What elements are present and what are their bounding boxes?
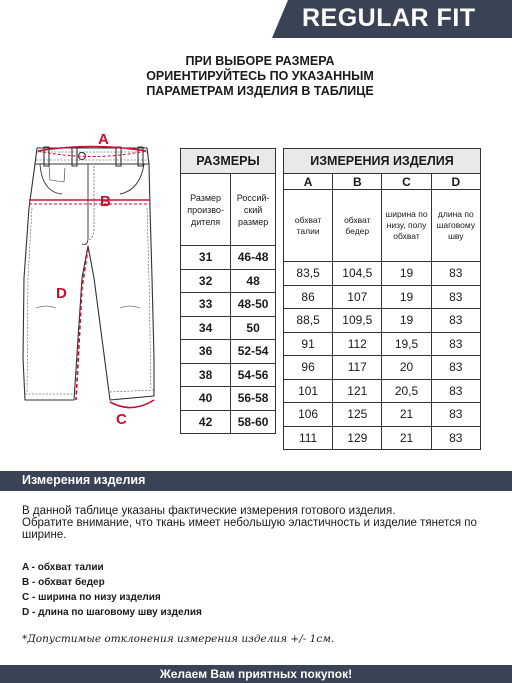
section-title: Измерения изделия: [22, 473, 146, 487]
fit-title: REGULAR FIT: [302, 4, 476, 32]
measurement-cell: 125: [333, 403, 382, 427]
col-letter-b: B: [333, 174, 382, 190]
measurement-cell: 20,5: [382, 379, 431, 403]
manufacturer-size-cell: 42: [181, 410, 231, 434]
size-table-title: РАЗМЕРЫ: [181, 149, 276, 174]
col-header-manufacturer: Размер произво- дителя: [181, 174, 231, 246]
measure-sub-header: длина по шаговому шву: [431, 190, 480, 262]
legend-item: C - ширина по низу изделия: [22, 592, 161, 603]
russian-size-cell: 46-48: [231, 246, 276, 270]
measure-sub-header: обхват бедер: [333, 190, 382, 262]
measurement-cell: 86: [284, 285, 333, 309]
manufacturer-size-cell: 33: [181, 293, 231, 317]
tolerance-note: *Допустимые отклонения измерения изделия +/- 1см.: [22, 633, 335, 645]
table-row: [284, 309, 481, 333]
table-row: [181, 410, 276, 434]
fit-banner: [272, 0, 512, 38]
intro-line: ОРИЕНТИРУЙТЕСЬ ПО УКАЗАННЫМ: [146, 69, 374, 83]
footer-bar: [0, 665, 512, 683]
measurement-cell: 88,5: [284, 309, 333, 333]
manufacturer-size-cell: 40: [181, 387, 231, 411]
table-row: [284, 379, 481, 403]
measurement-cell: 19,5: [382, 332, 431, 356]
intro-line: ПАРАМЕТРАМ ИЗДЕЛИЯ В ТАБЛИЦЕ: [146, 84, 374, 98]
russian-size-cell: 50: [231, 316, 276, 340]
table-row: [181, 387, 276, 411]
measurement-cell: 83: [431, 426, 480, 450]
russian-size-cell: 48-50: [231, 293, 276, 317]
description-line: В данной таблице указаны фактические измерения готового изделия.: [22, 505, 396, 517]
table-row: [284, 262, 481, 286]
russian-size-cell: 48: [231, 269, 276, 293]
col-letter-d: D: [431, 174, 480, 190]
measurement-cell: 83: [431, 285, 480, 309]
intro-line: ПРИ ВЫБОРЕ РАЗМЕРА: [185, 54, 335, 68]
measurement-cell: 111: [284, 426, 333, 450]
measurement-cell: 117: [333, 356, 382, 380]
measurement-cell: 83: [431, 356, 480, 380]
measurement-cell: 106: [284, 403, 333, 427]
table-row: [181, 363, 276, 387]
intro-text: [60, 54, 460, 99]
label-b: B: [100, 193, 111, 210]
label-c: C: [116, 411, 127, 428]
table-row: [284, 332, 481, 356]
legend-item: D - длина по шаговому шву изделия: [22, 607, 202, 618]
measurement-cell: 121: [333, 379, 382, 403]
col-header-russian: Россий- ский размер: [231, 174, 276, 246]
manufacturer-size-cell: 38: [181, 363, 231, 387]
col-letter-c: C: [382, 174, 431, 190]
measurement-cell: 83,5: [284, 262, 333, 286]
measurement-cell: 19: [382, 285, 431, 309]
measurement-cell: 129: [333, 426, 382, 450]
table-row: [284, 403, 481, 427]
label-a: A: [98, 131, 109, 148]
russian-size-cell: 56-58: [231, 387, 276, 411]
label-d: D: [56, 285, 67, 302]
footer-text: Желаем Вам приятных покупок!: [159, 667, 353, 681]
table-row: [181, 340, 276, 364]
manufacturer-size-cell: 31: [181, 246, 231, 270]
measure-table-title: ИЗМЕРЕНИЯ ИЗДЕЛИЯ: [284, 149, 481, 174]
measure-sub-header: ширина по низу, полу обхват: [382, 190, 431, 262]
measurement-cell: 21: [382, 403, 431, 427]
measurement-cell: 112: [333, 332, 382, 356]
table-row: [181, 246, 276, 270]
measure-table: [283, 148, 481, 450]
banner-slant: [272, 0, 288, 38]
measurement-cell: 109,5: [333, 309, 382, 333]
manufacturer-size-cell: 36: [181, 340, 231, 364]
legend-item: A - обхват талии: [22, 562, 104, 573]
measurement-cell: 107: [333, 285, 382, 309]
manufacturer-size-cell: 32: [181, 269, 231, 293]
measurement-cell: 83: [431, 309, 480, 333]
table-row: [181, 316, 276, 340]
measurement-cell: 104,5: [333, 262, 382, 286]
russian-size-cell: 52-54: [231, 340, 276, 364]
russian-size-cell: 58-60: [231, 410, 276, 434]
measurement-cell: 19: [382, 262, 431, 286]
description-line: Обратите внимание, что ткань имеет небольшую эластичность и изделие тянется по ширине.: [22, 517, 477, 541]
measurement-legend: [22, 560, 202, 620]
table-row: [284, 285, 481, 309]
measurement-cell: 19: [382, 309, 431, 333]
section-header: [0, 471, 512, 491]
measurement-cell: 83: [431, 262, 480, 286]
size-table: [180, 148, 276, 434]
measurement-cell: 83: [431, 332, 480, 356]
table-row: [181, 293, 276, 317]
manufacturer-size-cell: 34: [181, 316, 231, 340]
russian-size-cell: 54-56: [231, 363, 276, 387]
legend-item: B - обхват бедер: [22, 577, 105, 588]
measurement-cell: 21: [382, 426, 431, 450]
description: [22, 505, 492, 541]
measurement-cell: 20: [382, 356, 431, 380]
measurement-cell: 101: [284, 379, 333, 403]
measurement-cell: 91: [284, 332, 333, 356]
col-letter-a: A: [284, 174, 333, 190]
measurement-cell: 96: [284, 356, 333, 380]
measure-sub-header: обхват талии: [284, 190, 333, 262]
measurement-cell: 83: [431, 403, 480, 427]
measurement-cell: 83: [431, 379, 480, 403]
table-row: [181, 269, 276, 293]
table-row: [284, 426, 481, 450]
table-row: [284, 356, 481, 380]
pants-diagram: [12, 128, 162, 433]
